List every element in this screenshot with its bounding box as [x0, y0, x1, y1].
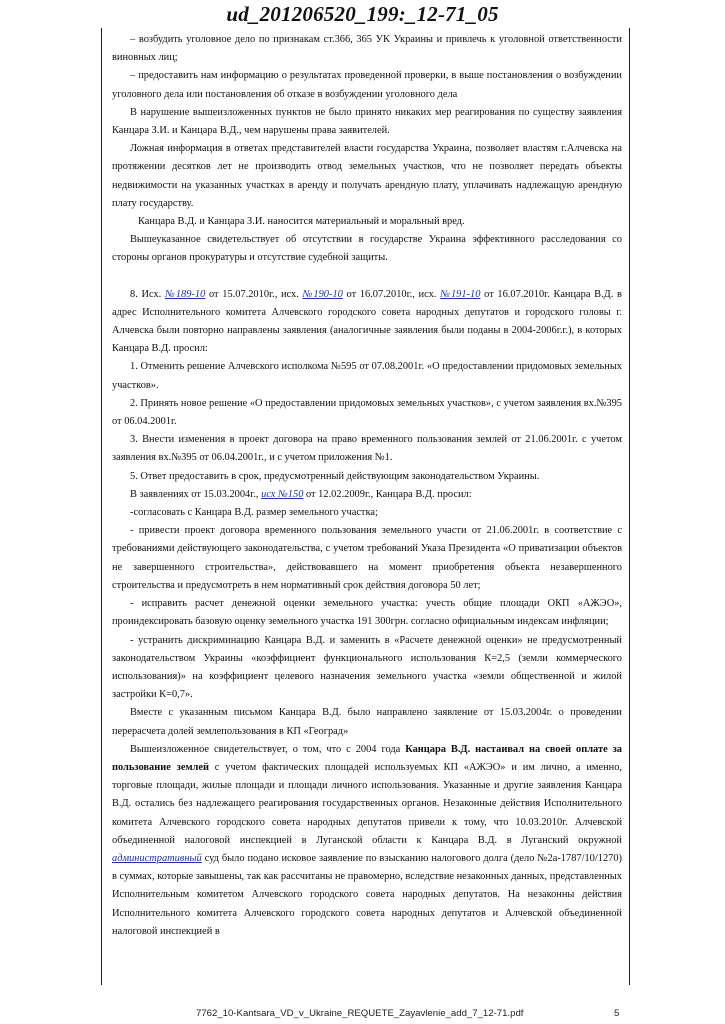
paragraph: Канцара В.Д. и Канцара З.И. наносится материальный и моральный вред. — [138, 216, 465, 228]
document-link[interactable]: №189-10 — [164, 288, 206, 300]
paragraph-conclusion — [112, 741, 622, 941]
document-link[interactable]: исх №150 — [261, 488, 304, 500]
document-link[interactable]: №190-10 — [302, 288, 343, 300]
paragraph: – предоставить нам информацию о результатах проведенной проверки, в выше постановления о возбуждении уголовного дела или постановления об отказе в возбуждении уголовного дела — [112, 70, 622, 100]
text-run: Вышеизложенное свидетельствует, о том, что с 2004 года — [130, 743, 406, 755]
document-link[interactable]: №191-10 — [440, 288, 481, 300]
paragraph: Вышеуказанное свидетельствует об отсутствии в государстве Украина эффективного расследования со стороны органов прокуратуры и отсутствие судебной защиты. — [112, 234, 622, 264]
list-item: - привести проект договора временного пользования земельного участи от 21.06.2001г. в соответствие с требованиями действующего законодательства, с учетом требований Указа Президента «О приватизации объектов не завершенного строительства», действовавшего на момент приобретения объекта незавершенного строительства и предусмотреть в нем нормативный срок действия договора 50 лет; — [112, 525, 622, 591]
bold-text: Канцара В.Д. настаивал на своей оплате за пользование землей — [112, 743, 623, 773]
document-header-title: ud_201206520_199:_12-71_05 — [226, 2, 499, 26]
paragraph: В нарушение вышеизложенных пунктов не было принято никаких мер реагирования по существу заявления Канцара З.И. и Канцара В.Д., чем нарушены права заявителей. — [112, 106, 622, 137]
footer-page-number: 5 — [614, 1008, 620, 1019]
document-body — [112, 31, 622, 941]
text-run: от 12.02.2009г., Канцара В.Д. просил: — [303, 488, 472, 500]
list-item: - исправить расчет денежной оценки земельного участка: учесть общие площади ОКП «АЖЭО», проиндексировать базовую оценку земельного участка 191 300грн. согласно официальным индексам инфляции; — [112, 598, 622, 628]
list-item: 5. Ответ предоставить в срок, предусмотренный действующим законодательством Украины. — [130, 470, 540, 482]
paragraph-requests — [112, 486, 622, 504]
paragraph: Ложная информация в ответах представителей власти государства Украина, позволяет властям г.Алчевска на протяжении десятков лет не производить отвод земельных участков, что не позволяет передать объекты недвижимости на указанных участках в аренду и получать арендную плату, уплачивать надлежащую арендную плату государству. — [112, 143, 622, 209]
text-run: от 16.07.2010г., исх. — [342, 288, 441, 300]
paragraph: Вместе с указанным письмом Канцара В.Д. было направлено заявление от 15.03.2004г. о проведении перерасчета долей землепользования в КП «Геоград» — [112, 707, 622, 737]
list-item: 3. Внести изменения в проект договора на право временного пользования землей от 21.06.2001г. с учетом заявления вх.№395 от 06.04.2001г., и с учетом приложения №1. — [112, 434, 622, 464]
list-item: 1. Отменить решение Алчевского исполкома №595 от 07.08.2001г. «О предоставлении придомовых земельных участков». — [112, 361, 622, 391]
list-item: 2. Принять новое решение «О предоставлении придомовых земельных участков», с учетом заявления вх.№395 от 06.04.2001г. — [112, 397, 622, 428]
text-run: 8. Исх. — [130, 288, 165, 300]
text-run: от 16.07.2010г. Канцара В.Д. в адрес Исполнительного комитета Алчевского городского совета народных депутатов и городского головы г. Алчевска были повторно направлены заявления (аналогичные заявления были поданы в 2004-2006г.г.), в которых Канцара В.Д. просил: — [112, 288, 622, 355]
text-run: суд было подано исковое заявление по взысканию налогового долга (дело №2а-1787/10/1270) в суммах, которые завышены, так как рассчитаны не правомерно, вследствие незаконных данных, представленных Исполнительным комитетом Алчевского городского совета народных депутатов. На незаконны действия Исполнительного комитета Алчевского городского совета народных депутатов и Алчевской объединенной налоговой инспекцией в — [112, 852, 622, 937]
list-item: -согласовать с Канцара В.Д. размер земельного участка; — [130, 507, 378, 519]
footer-filename: 7762_10-Kantsara_VD_v_Ukraine_REQUETE_Zayavlenie_add_7_12-71.pdf — [196, 1008, 524, 1019]
paragraph-outgoing-letters — [112, 286, 622, 359]
text-run: от 15.07.2010г., исх. — [205, 288, 303, 300]
text-run: В заявлениях от 15.03.2004г., — [130, 488, 262, 500]
list-item: - устранить дискриминацию Канцара В.Д. и заменить в «Расчете денежной оценки» не предусмотренный законодательством Украины «коэффициент функционального использования К=2,5 (земли коммерческого использования)» на коэффициент целевого назначения земельного участка «земли общественной и жилой застройки К=0,7». — [112, 634, 622, 701]
text-run: с учетом фактических площадей используемых КП «АЖЭО» и им лично, а именно, торговые площади, жилые площади и площади личного использования. Указанные и другие заявления Канцара В.Д. остались без надлежащего реагирования государственных органов. Незаконные действия Исполнительного комитета Алчевского городского совета народных депутатов привели к тому, что 10.03.2010г. Алчевской объединенной налоговой инспекцией в Луганской области к Канцара В.Д. в Луганский окружной — [112, 761, 623, 846]
document-link[interactable]: административный — [112, 852, 202, 864]
paragraph: – возбудить уголовное дело по признакам ст.366, 365 УК Украины и привлечь к уголовной ответственности виновных лиц; — [112, 34, 622, 64]
